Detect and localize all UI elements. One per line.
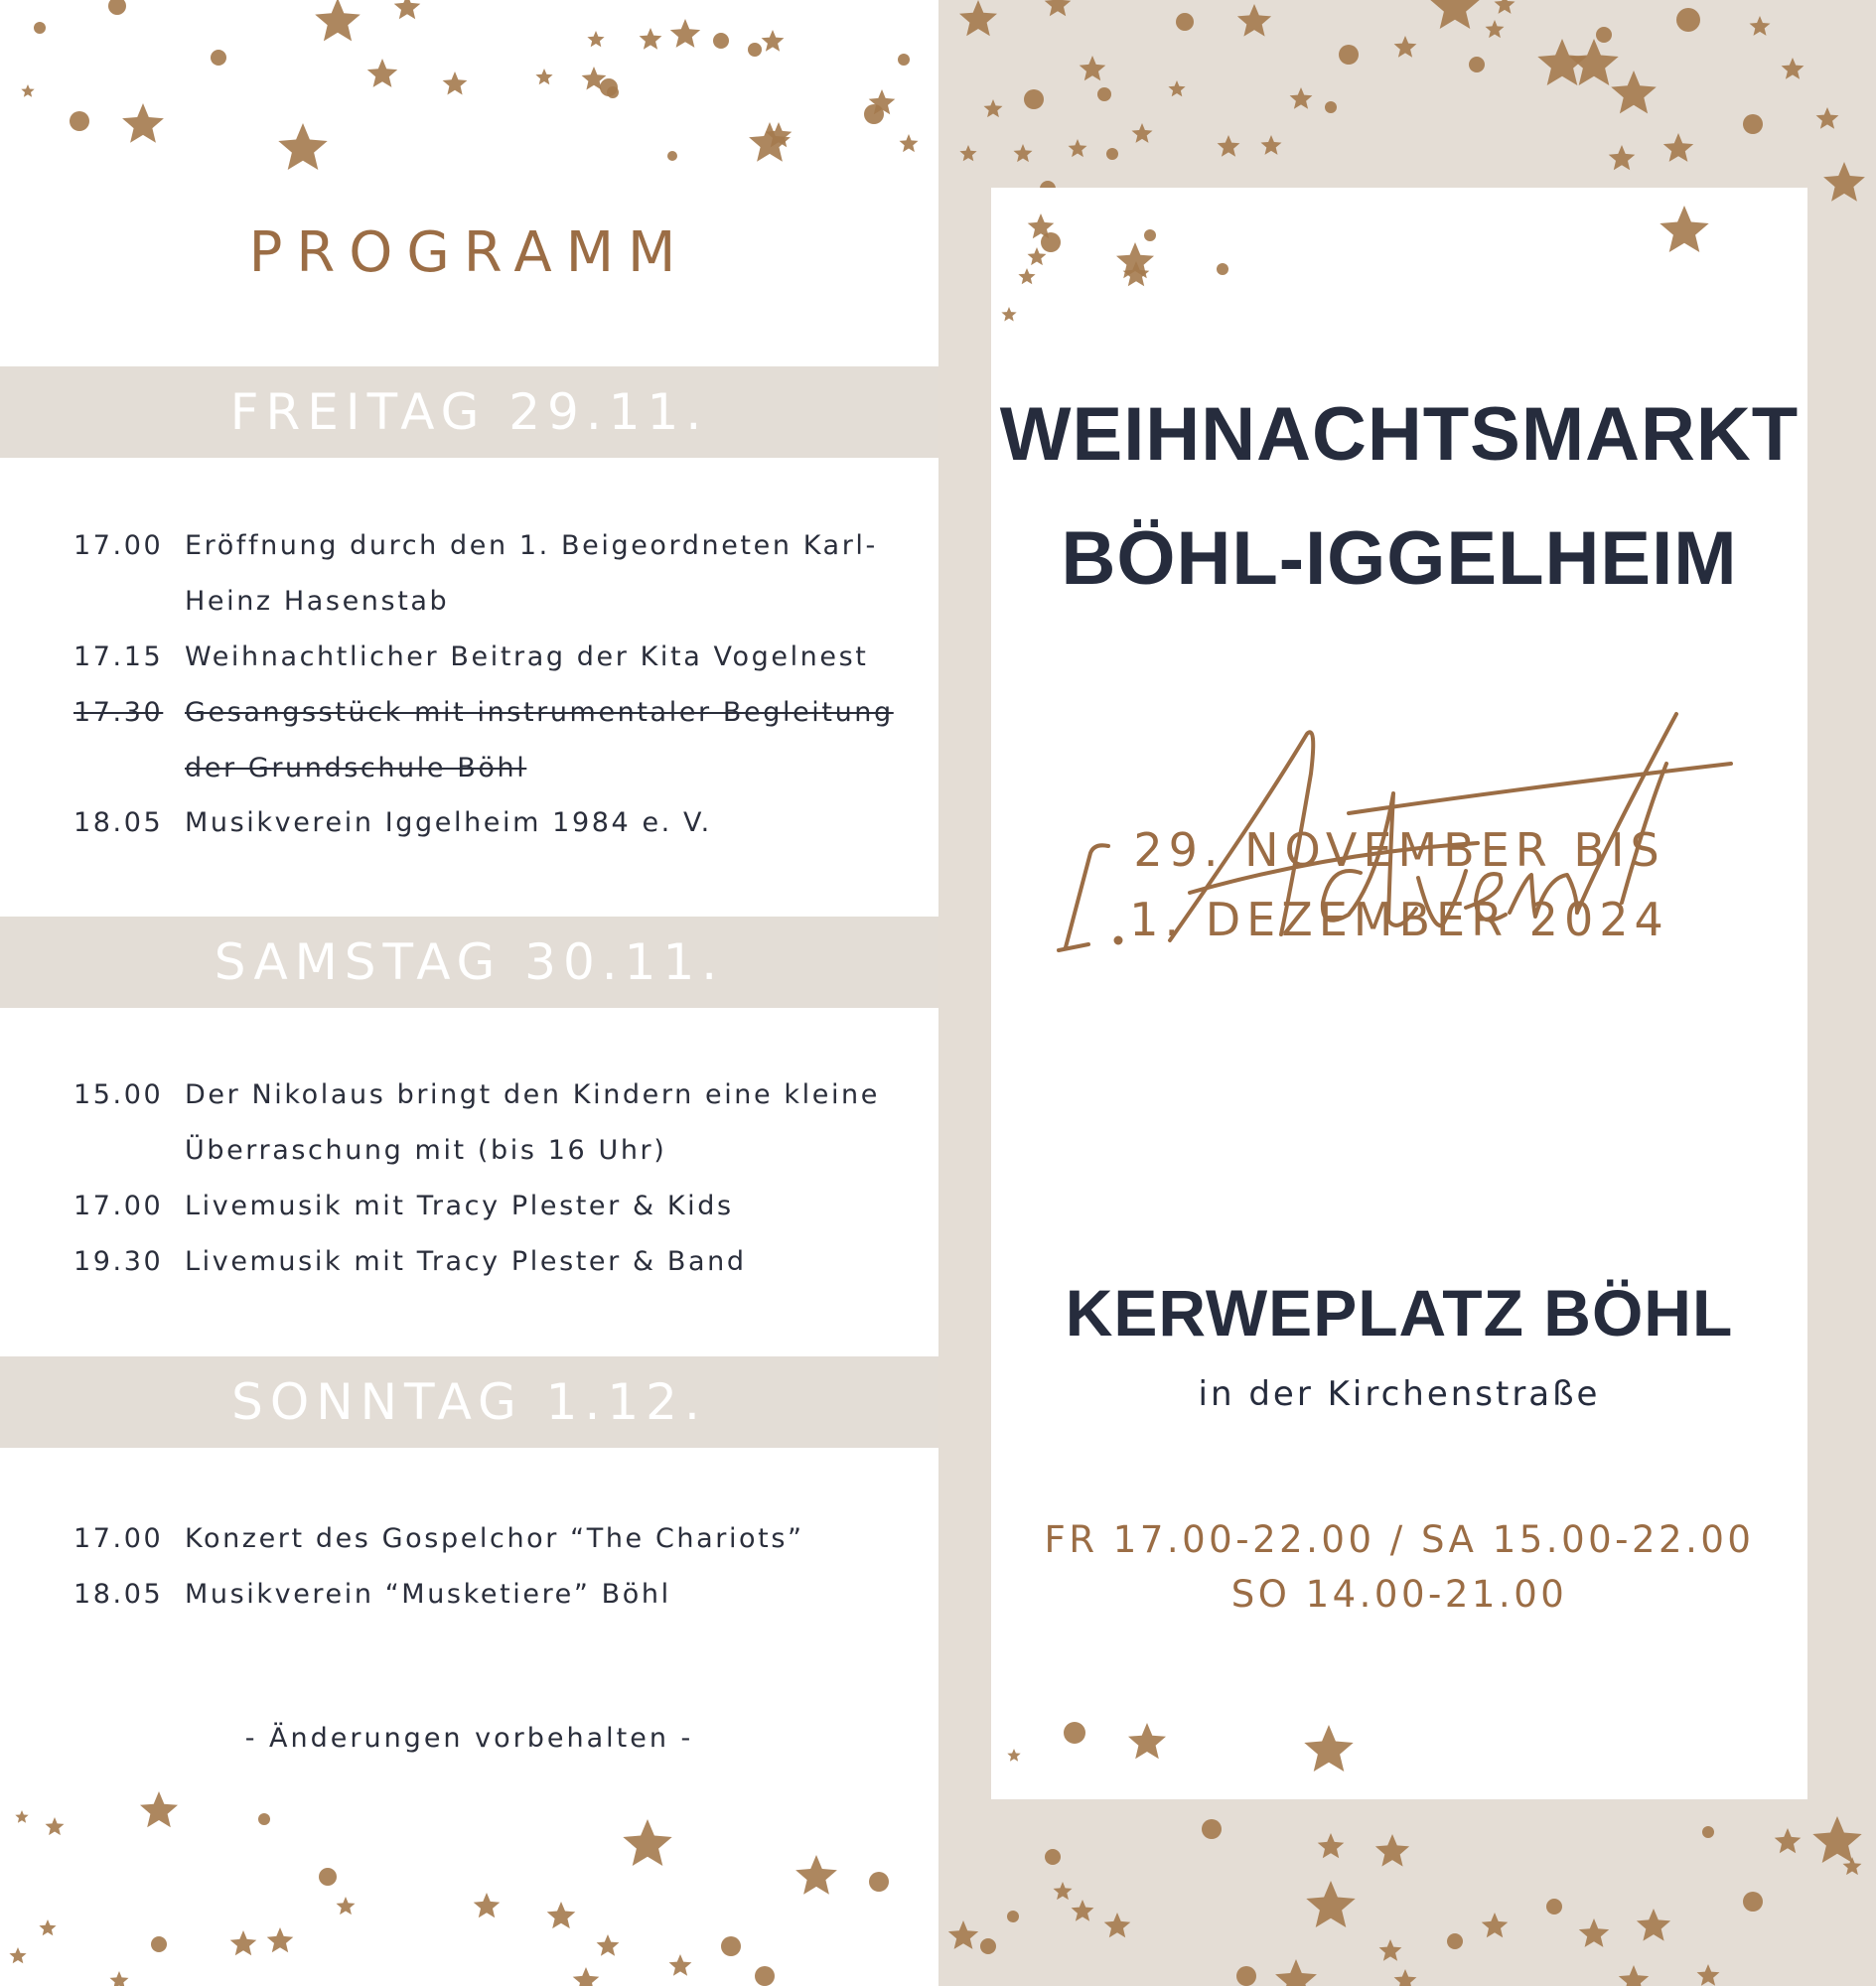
dot-icon <box>1041 232 1061 252</box>
day-header-sunday <box>0 1356 938 1448</box>
star-icon <box>1018 268 1035 284</box>
star-icon <box>959 0 997 36</box>
dates-line2: 1. DEZEMBER 2024 <box>1129 893 1669 946</box>
star-icon <box>230 1930 257 1955</box>
star-icon <box>1843 1857 1862 1875</box>
dot-icon <box>748 43 762 57</box>
star-icon <box>959 145 976 161</box>
dot-icon <box>1144 229 1156 241</box>
star-icon <box>394 0 421 19</box>
star-icon <box>1812 1816 1861 1863</box>
item-time: 19.30 <box>73 1246 164 1277</box>
star-icon <box>1482 1913 1509 1937</box>
item-text: Musikverein Iggelheim 1984 e. V. <box>185 807 712 838</box>
star-icon <box>948 1920 978 1949</box>
star-icon <box>140 1791 178 1827</box>
star-icon <box>640 28 662 50</box>
star-icon <box>122 103 164 143</box>
star-icon <box>1128 1723 1166 1759</box>
star-icon <box>1750 16 1771 36</box>
dot-icon <box>34 22 46 34</box>
star-icon <box>267 1927 294 1952</box>
dot-icon <box>1469 57 1485 72</box>
item-text: Livemusik mit Tracy Plester & Band <box>185 1246 747 1277</box>
dot-icon <box>1045 1849 1061 1865</box>
item-time: 17.30 <box>73 697 164 728</box>
star-icon <box>1782 58 1804 79</box>
star-icon <box>597 1934 620 1956</box>
dot-icon <box>980 1938 996 1954</box>
program-item <box>73 630 928 685</box>
star-icon <box>1054 1882 1073 1900</box>
star-icon <box>984 99 1003 117</box>
dot-icon <box>1546 1899 1562 1915</box>
item-text: Weihnachtlicher Beitrag der Kita Vogelnest <box>185 641 869 672</box>
star-icon <box>15 1810 28 1823</box>
opening-hours-line2: SO 14.00-21.00 <box>1230 1573 1568 1616</box>
star-icon <box>1069 139 1087 157</box>
item-text: Gesangsstück mit instrumentaler Begleitung <box>185 697 894 728</box>
dot-icon <box>607 86 619 98</box>
star-icon <box>1261 135 1282 155</box>
dot-icon <box>258 1813 270 1825</box>
dot-icon <box>1743 114 1763 134</box>
star-icon <box>367 59 397 87</box>
star-icon <box>1218 135 1240 157</box>
day-label: SONNTAG 1.12. <box>231 1373 707 1431</box>
star-icon <box>1275 1959 1317 1986</box>
item-text: Konzert des Gospelchor “The Chariots” <box>185 1523 804 1554</box>
star-icon <box>1569 39 1618 85</box>
star-icon <box>1014 144 1033 162</box>
item-text: der Grundschule Böhl <box>185 753 527 783</box>
star-icon <box>547 1902 576 1928</box>
item-time: 17.00 <box>73 1191 164 1221</box>
dot-icon <box>1743 1892 1763 1912</box>
dot-icon <box>1024 89 1044 109</box>
item-time: 18.05 <box>73 1579 164 1610</box>
dot-icon <box>1106 148 1118 160</box>
item-time: 15.00 <box>73 1079 164 1110</box>
star-icon <box>474 1893 501 1917</box>
star-icon <box>900 134 919 152</box>
star-icon <box>1306 1881 1355 1927</box>
star-icon <box>1775 1828 1802 1853</box>
dot-icon <box>1097 87 1111 101</box>
star-icon <box>1823 162 1865 202</box>
dot-icon <box>1007 1911 1019 1922</box>
star-icon <box>1028 247 1047 265</box>
event-card <box>991 188 1807 1799</box>
star-icon <box>443 71 468 95</box>
program-item <box>73 1567 928 1623</box>
item-text: Livemusik mit Tracy Plester & Kids <box>185 1191 734 1221</box>
star-icon <box>1001 307 1016 322</box>
item-time: 18.05 <box>73 807 164 838</box>
item-text: Der Nikolaus bringt den Kindern eine kleine <box>185 1079 880 1110</box>
item-text: Eröffnung durch den 1. Beigeordneten Karl- <box>185 530 878 561</box>
program-item <box>73 1067 928 1179</box>
dot-icon <box>1702 1826 1714 1838</box>
star-icon <box>1637 1909 1670 1941</box>
dot-icon <box>1236 1966 1256 1986</box>
dot-icon <box>667 151 677 161</box>
star-icon <box>21 84 34 97</box>
program-item <box>73 795 928 851</box>
star-icon <box>1132 123 1153 143</box>
dot-icon <box>1064 1722 1085 1744</box>
star-icon <box>1495 0 1515 14</box>
star-icon <box>1660 206 1708 252</box>
dot-icon <box>1176 13 1194 31</box>
day-label: FREITAG 29.11. <box>229 383 709 441</box>
star-icon <box>1430 0 1479 29</box>
star-icon <box>1045 0 1072 16</box>
star-icon <box>1816 107 1839 129</box>
item-text: Heinz Hasenstab <box>185 586 450 617</box>
item-text: Überraschung mit (bis 16 Uhr) <box>185 1135 667 1166</box>
star-icon <box>1104 1913 1131 1937</box>
star-icon <box>573 1967 600 1986</box>
changes-reserved-note: - Änderungen vorbehalten - <box>244 1723 694 1754</box>
program-item <box>73 1179 928 1234</box>
star-icon <box>1379 1939 1402 1961</box>
item-time: 17.15 <box>73 641 164 672</box>
star-icon <box>670 19 700 48</box>
star-icon <box>795 1855 837 1895</box>
star-icon <box>1486 20 1505 38</box>
star-icon <box>1237 4 1271 37</box>
star-icon <box>337 1897 356 1915</box>
item-time: 17.00 <box>73 530 164 561</box>
day-label: SAMSTAG 30.11. <box>214 933 725 991</box>
star-icon <box>1168 80 1185 96</box>
dot-icon <box>898 54 910 66</box>
market-title-line1: WEIHNACHTSMARKT <box>999 392 1800 477</box>
dot-icon <box>1339 45 1359 65</box>
dot-icon <box>108 0 126 15</box>
dot-icon <box>721 1936 741 1956</box>
star-icon <box>1304 1725 1353 1772</box>
dot-icon <box>864 104 884 124</box>
star-icon <box>1697 1964 1720 1986</box>
day-header-friday <box>0 366 938 458</box>
market-title-line2: BÖHL-IGGELHEIM <box>1061 516 1738 601</box>
dot-icon <box>151 1936 167 1952</box>
star-icon <box>669 1954 692 1976</box>
dot-icon <box>319 1868 337 1886</box>
dot-icon <box>70 111 89 131</box>
dot-icon <box>1676 8 1700 32</box>
star-icon <box>315 0 361 41</box>
star-icon <box>46 1817 65 1835</box>
star-icon <box>1619 1965 1649 1986</box>
star-icon <box>278 123 327 170</box>
star-icon <box>1611 71 1657 113</box>
star-icon <box>1080 56 1106 80</box>
dot-icon <box>1596 27 1612 43</box>
program-item <box>73 518 928 630</box>
program-item <box>73 1511 928 1567</box>
star-icon <box>587 31 604 47</box>
star-icon <box>1290 87 1313 109</box>
star-icon <box>1007 1749 1020 1762</box>
venue-street: in der Kirchenstraße <box>1198 1374 1601 1414</box>
program-item-cancelled <box>73 685 928 796</box>
dot-icon <box>1447 1933 1463 1949</box>
dates-line1: 29. NOVEMBER BIS <box>1133 823 1665 877</box>
star-icon <box>762 30 785 52</box>
dot-icon <box>1217 263 1228 275</box>
program-item <box>73 1234 928 1290</box>
dot-icon <box>869 1872 889 1892</box>
day-header-saturday <box>0 917 938 1008</box>
star-icon <box>1072 1900 1094 1921</box>
star-icon <box>39 1919 56 1935</box>
item-text: Musikverein “Musketiere” Böhl <box>185 1579 671 1610</box>
dot-icon <box>755 1966 775 1986</box>
dot-icon <box>1325 101 1337 113</box>
star-icon <box>623 1819 671 1866</box>
star-icon <box>1579 1918 1609 1947</box>
dot-icon <box>713 33 729 49</box>
program-title: PROGRAMM <box>248 220 690 285</box>
dot-icon <box>1202 1819 1222 1839</box>
star-icon <box>9 1947 26 1963</box>
star-icon <box>1609 145 1636 170</box>
dot-icon <box>211 50 226 66</box>
star-icon <box>1663 133 1693 162</box>
star-icon <box>1394 1969 1417 1986</box>
star-icon <box>535 69 552 84</box>
item-time: 17.00 <box>73 1523 164 1554</box>
star-icon <box>1375 1834 1409 1867</box>
star-icon <box>110 1971 129 1986</box>
venue-name: KERWEPLATZ BÖHL <box>1065 1276 1734 1349</box>
star-icon <box>1318 1833 1345 1858</box>
opening-hours-line1: FR 17.00-22.00 / SA 15.00-22.00 <box>1044 1518 1755 1561</box>
star-icon <box>1394 36 1417 58</box>
